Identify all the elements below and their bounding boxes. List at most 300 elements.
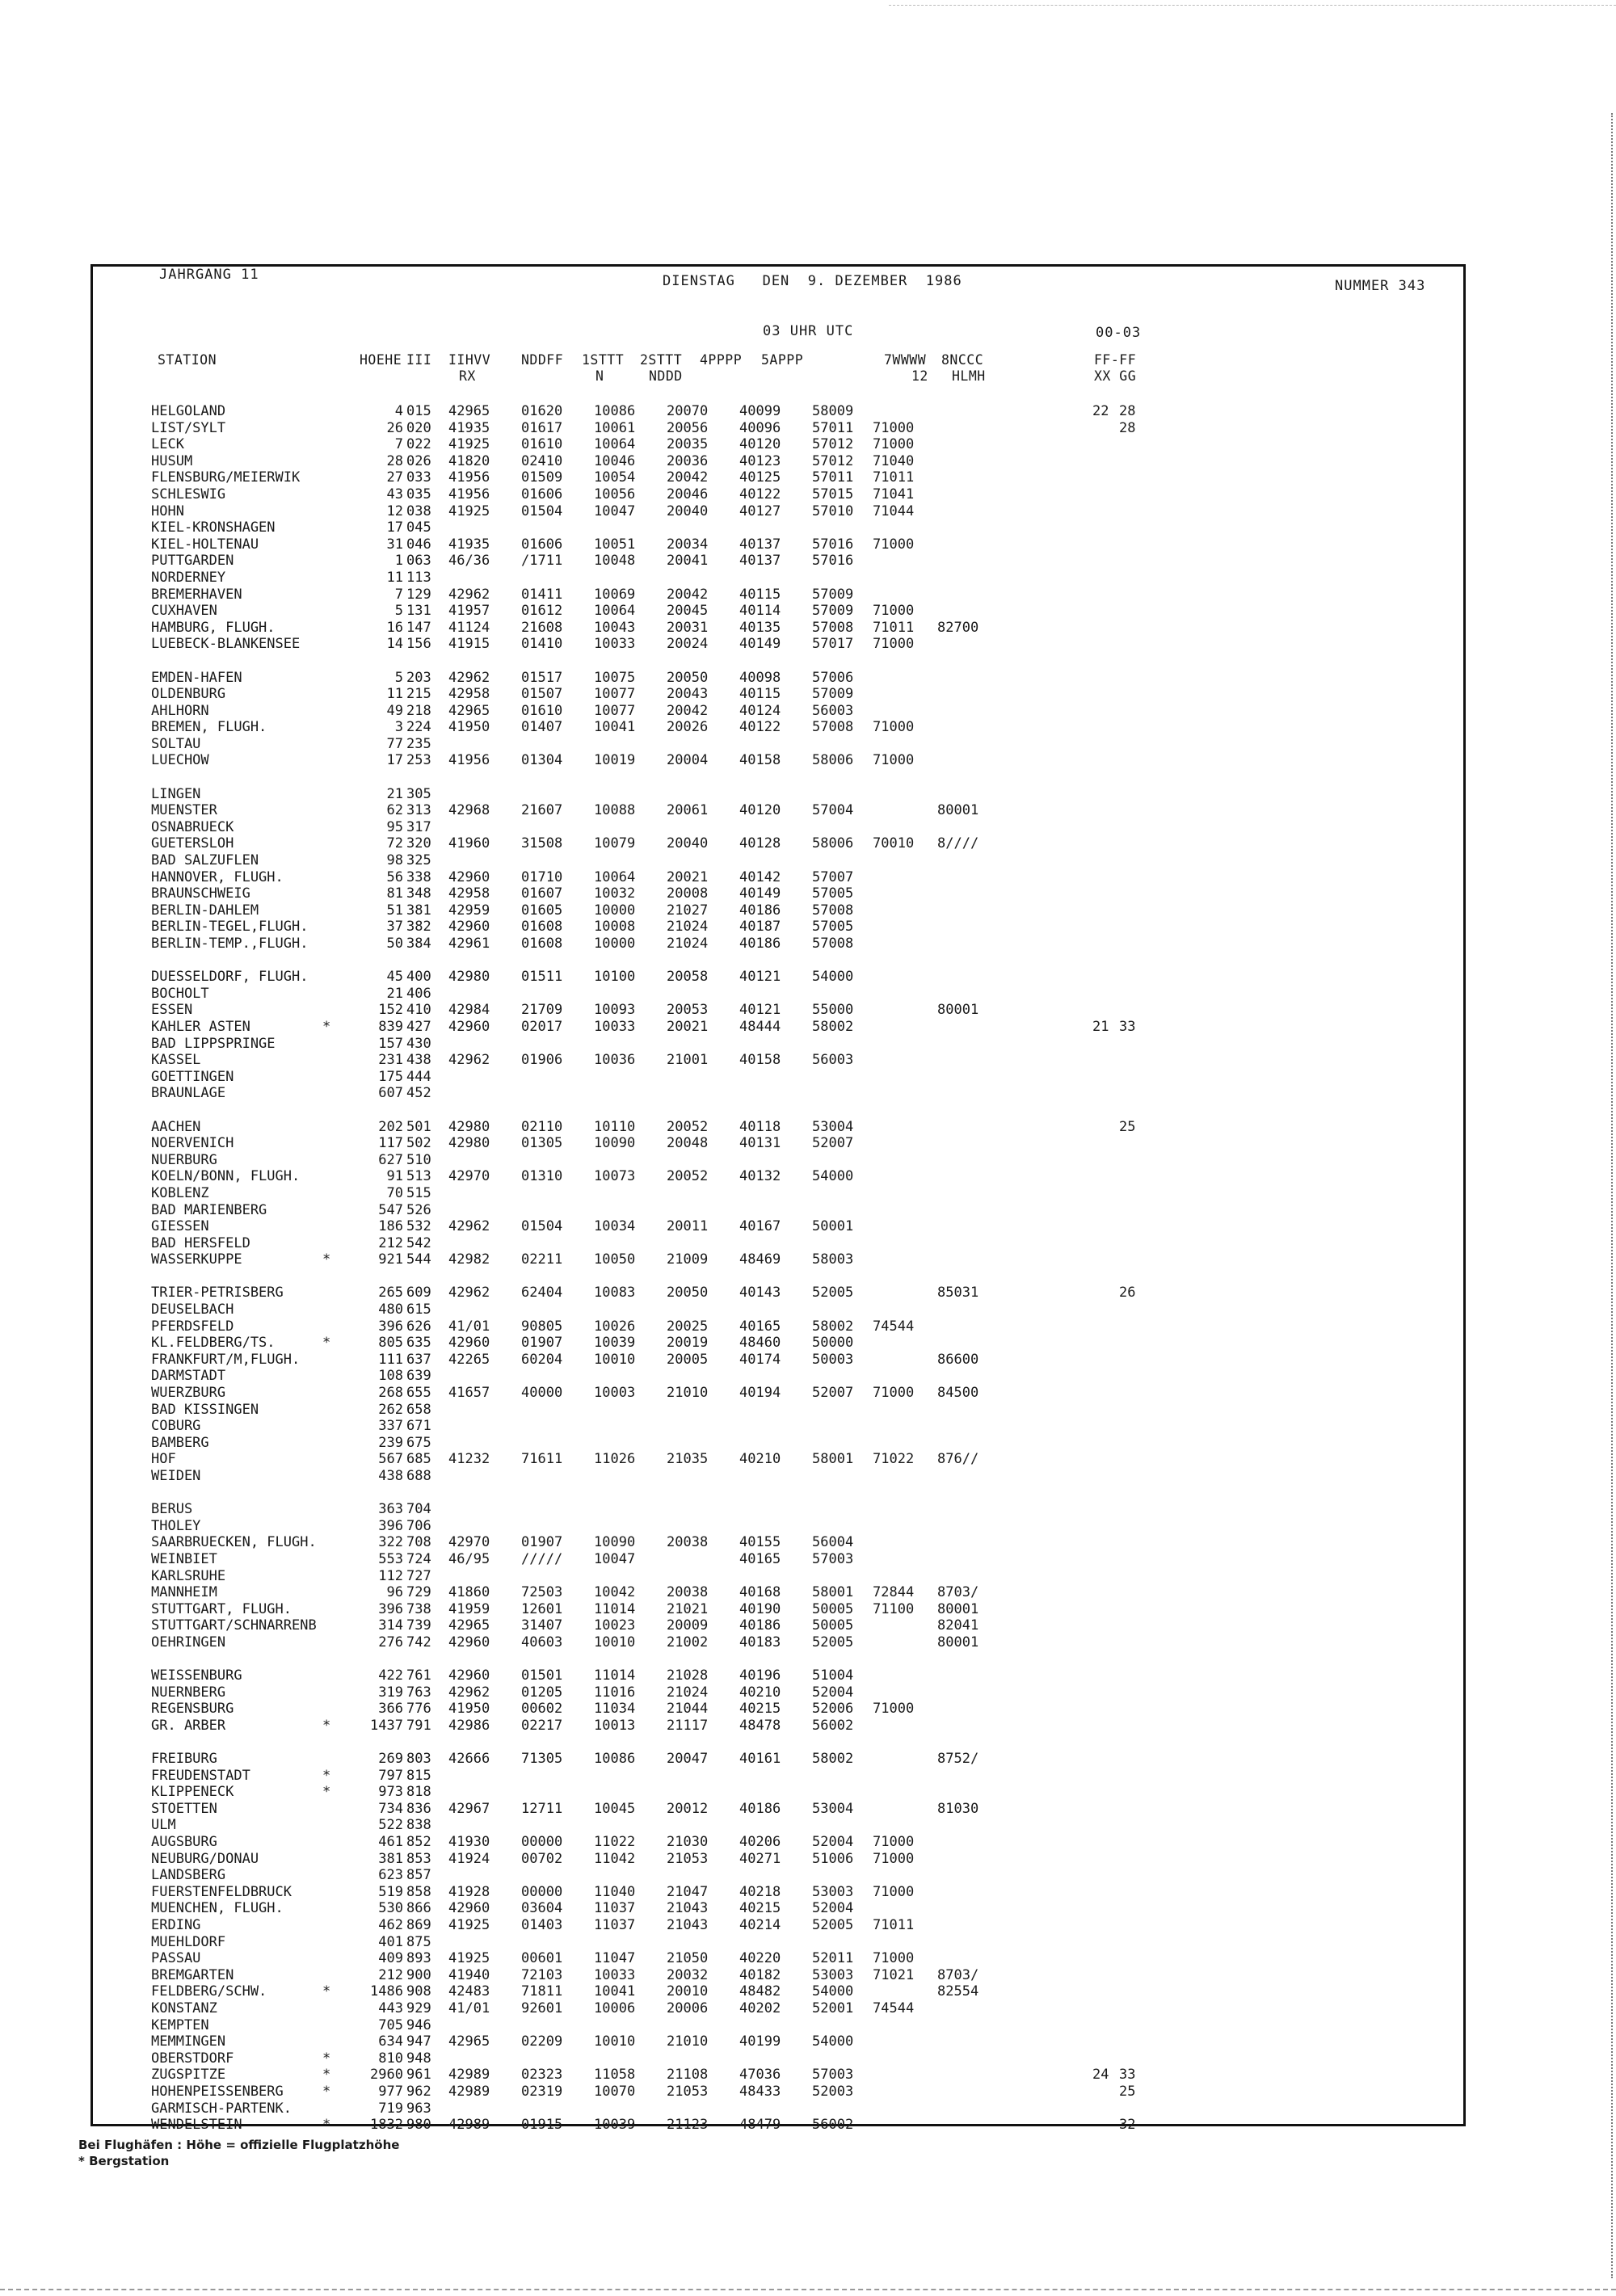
group-5appp: 57008 (812, 902, 854, 919)
station-name: REGENSBURG (151, 1701, 234, 1718)
station-name: BERLIN-TEMP.,FLUGH. (151, 936, 309, 952)
group-1sttt: 10026 (594, 1318, 636, 1335)
group-4pppp: 40137 (739, 536, 781, 553)
station-height: 705 (378, 2016, 403, 2033)
station-name: BAMBERG (151, 1434, 209, 1451)
station-name: ULM (151, 1817, 176, 1834)
group-8nccc: 80001 (937, 1634, 979, 1651)
station-height: 175 (378, 1068, 403, 1085)
group-iihvv: 41950 (448, 1701, 490, 1718)
group-5appp: 57008 (812, 936, 854, 952)
group-nddff: 01310 (521, 1168, 563, 1185)
group-4pppp: 40218 (739, 1883, 781, 1900)
group-1sttt: 10013 (594, 1717, 636, 1734)
group-7wwww: 74544 (873, 1318, 915, 1335)
group-iihvv: 42965 (448, 403, 490, 419)
group-2sttt: 20041 (667, 553, 709, 570)
group-iihvv: 42960 (448, 1900, 490, 1917)
group-nddff: 01915 (521, 2117, 563, 2134)
col-rx: RX (459, 368, 476, 384)
station-index: 438 (406, 1052, 431, 1069)
station-height: 231 (378, 1052, 403, 1069)
group-nddff: 03604 (521, 1900, 563, 1917)
group-5appp: 50005 (812, 1600, 854, 1617)
station-index: 742 (406, 1634, 431, 1651)
group-2sttt: 21024 (667, 936, 709, 952)
col-n: N (595, 368, 604, 384)
station-index: 626 (406, 1318, 431, 1335)
group-4pppp: 40190 (739, 1600, 781, 1617)
group-8nccc: 85031 (937, 1285, 979, 1301)
group-5appp: 57005 (812, 919, 854, 936)
group-iihvv: 42960 (448, 1018, 490, 1035)
group-4pppp: 48479 (739, 2117, 781, 2134)
group-5appp: 58003 (812, 1251, 854, 1268)
col-1sttt: 1STTT (582, 352, 625, 368)
station-index: 305 (406, 785, 431, 802)
station-index: 400 (406, 969, 431, 986)
group-iihvv: 41925 (448, 503, 490, 519)
group-4pppp: 40210 (739, 1684, 781, 1701)
group-2sttt: 20004 (667, 752, 709, 769)
group-8nccc: 82700 (937, 619, 979, 636)
mountain-station-marker: * (322, 2067, 331, 2084)
col-iii: III (406, 352, 432, 368)
station-index: 727 (406, 1567, 431, 1584)
group-iihvv: 42967 (448, 1800, 490, 1817)
station-height: 797 (378, 1767, 403, 1784)
group-nddff: 00000 (521, 1883, 563, 1900)
station-height: 11 (386, 686, 403, 703)
group-iihvv: 41935 (448, 419, 490, 436)
group-5appp: 53004 (812, 1118, 854, 1135)
station-height: 49 (386, 702, 403, 719)
station-index: 857 (406, 1867, 431, 1884)
station-height: 91 (386, 1168, 403, 1185)
group-5appp: 51004 (812, 1667, 854, 1684)
station-height: 634 (378, 2033, 403, 2050)
station-height: 7 (394, 436, 403, 453)
group-1sttt: 10045 (594, 1800, 636, 1817)
group-4pppp: 40143 (739, 1285, 781, 1301)
group-1sttt: 10093 (594, 1002, 636, 1019)
group-iihvv: 42965 (448, 2033, 490, 2050)
group-iihvv: 46/95 (448, 1550, 490, 1567)
station-index: 348 (406, 885, 431, 902)
group-2sttt: 20010 (667, 1983, 709, 2000)
group-ff-gg: 33 (1119, 1018, 1136, 1035)
station-name: BERLIN-DAHLEM (151, 902, 259, 919)
group-iihvv: 41232 (448, 1451, 490, 1468)
station-name: COBURG (151, 1418, 201, 1435)
col-station: STATION (158, 352, 217, 368)
station-index: 853 (406, 1850, 431, 1867)
station-height: 839 (378, 1018, 403, 1035)
group-5appp: 58006 (812, 835, 854, 852)
station-height: 16 (386, 619, 403, 636)
station-index: 313 (406, 802, 431, 819)
group-2sttt: 21108 (667, 2067, 709, 2084)
group-4pppp: 40115 (739, 686, 781, 703)
group-nddff: 01411 (521, 586, 563, 603)
group-nddff: 01509 (521, 469, 563, 486)
station-height: 553 (378, 1550, 403, 1567)
group-2sttt: 20006 (667, 2000, 709, 2016)
group-1sttt: 11040 (594, 1883, 636, 1900)
station-name: ZUGSPITZE (151, 2067, 226, 2084)
group-2sttt: 20056 (667, 419, 709, 436)
station-index: 615 (406, 1301, 431, 1318)
group-5appp: 57009 (812, 603, 854, 620)
group-5appp: 56003 (812, 702, 854, 719)
group-2sttt: 20070 (667, 403, 709, 419)
station-index: 962 (406, 2083, 431, 2100)
station-height: 28 (386, 452, 403, 469)
station-name: PASSAU (151, 1950, 201, 1967)
group-1sttt: 10056 (594, 486, 636, 503)
group-1sttt: 10069 (594, 586, 636, 603)
station-index: 015 (406, 403, 431, 419)
group-iihvv: 41957 (448, 603, 490, 620)
station-name: KASSEL (151, 1052, 201, 1069)
col-hlmh: HLMH (952, 368, 986, 384)
group-2sttt: 21050 (667, 1950, 709, 1967)
group-5appp: 50000 (812, 1335, 854, 1352)
station-name: THOLEY (151, 1517, 201, 1534)
group-iihvv: 42959 (448, 902, 490, 919)
group-2sttt: 20042 (667, 702, 709, 719)
observation-time: 03 UHR UTC (763, 323, 854, 339)
group-4pppp: 48460 (739, 1335, 781, 1352)
group-5appp: 55000 (812, 1002, 854, 1019)
group-1sttt: 10036 (594, 1052, 636, 1069)
group-nddff: 01907 (521, 1534, 563, 1551)
group-nddff: 01507 (521, 686, 563, 703)
group-nddff: 01410 (521, 636, 563, 653)
station-name: WEISSENBURG (151, 1667, 242, 1684)
group-iihvv: 42982 (448, 1251, 490, 1268)
group-4pppp: 40186 (739, 936, 781, 952)
group-4pppp: 40122 (739, 719, 781, 736)
group-iihvv: 42989 (448, 2067, 490, 2084)
group-7wwww: 71000 (873, 719, 915, 736)
group-nddff: 31407 (521, 1617, 563, 1634)
station-name: CUXHAVEN (151, 603, 217, 620)
station-height: 462 (378, 1917, 403, 1934)
group-4pppp: 40137 (739, 553, 781, 570)
group-7wwww: 71040 (873, 452, 915, 469)
group-5appp: 57004 (812, 802, 854, 819)
group-ff-gg: 26 (1119, 1285, 1136, 1301)
group-nddff: 02319 (521, 2083, 563, 2100)
group-4pppp: 40122 (739, 486, 781, 503)
station-height: 51 (386, 902, 403, 919)
station-index: 046 (406, 536, 431, 553)
station-height: 11 (386, 569, 403, 586)
station-height: 98 (386, 852, 403, 869)
station-index: 763 (406, 1684, 431, 1701)
group-4pppp: 40165 (739, 1318, 781, 1335)
station-index: 515 (406, 1184, 431, 1201)
col-2sttt: 2STTT (640, 352, 683, 368)
group-2sttt: 20008 (667, 885, 709, 902)
group-nddff: 01610 (521, 436, 563, 453)
group-7wwww: 71011 (873, 469, 915, 486)
station-index: 033 (406, 469, 431, 486)
station-index: 317 (406, 818, 431, 835)
group-1sttt: 10010 (594, 1634, 636, 1651)
group-4pppp: 40194 (739, 1385, 781, 1402)
group-2sttt: 20052 (667, 1168, 709, 1185)
group-nddff: 00601 (521, 1950, 563, 1967)
mountain-station-marker: * (322, 1717, 331, 1734)
group-4pppp: 48482 (739, 1983, 781, 2000)
group-nddff: 71811 (521, 1983, 563, 2000)
group-4pppp: 40199 (739, 2033, 781, 2050)
group-1sttt: 10006 (594, 2000, 636, 2016)
group-4pppp: 40120 (739, 802, 781, 819)
station-index: 739 (406, 1617, 431, 1634)
group-4pppp: 40118 (739, 1118, 781, 1135)
group-iihvv: 42980 (448, 1135, 490, 1152)
group-iihvv: 42965 (448, 702, 490, 719)
group-nddff: 21607 (521, 802, 563, 819)
station-index: 235 (406, 735, 431, 752)
group-nddff: 92601 (521, 2000, 563, 2016)
group-nddff: 02410 (521, 452, 563, 469)
group-nddff: 01610 (521, 702, 563, 719)
group-iihvv: 42958 (448, 885, 490, 902)
station-index: 704 (406, 1501, 431, 1518)
group-5appp: 58002 (812, 1318, 854, 1335)
group-8nccc: 80001 (937, 1002, 979, 1019)
group-1sttt: 10000 (594, 936, 636, 952)
station-index: 513 (406, 1168, 431, 1185)
group-ff-gg: 25 (1119, 2083, 1136, 2100)
group-4pppp: 40125 (739, 469, 781, 486)
group-4pppp: 40174 (739, 1351, 781, 1368)
station-height: 108 (378, 1368, 403, 1385)
station-height: 27 (386, 469, 403, 486)
group-1sttt: 10077 (594, 702, 636, 719)
station-height: 1437 (370, 1717, 403, 1734)
station-height: 43 (386, 486, 403, 503)
station-height: 21 (386, 985, 403, 1002)
group-2sttt: 21010 (667, 2033, 709, 2050)
station-index: 045 (406, 519, 431, 536)
station-index: 729 (406, 1584, 431, 1601)
station-index: 655 (406, 1385, 431, 1402)
group-iihvv: 41820 (448, 452, 490, 469)
station-index: 929 (406, 2000, 431, 2016)
group-1sttt: 10041 (594, 719, 636, 736)
station-height: 719 (378, 2100, 403, 2117)
station-index: 147 (406, 619, 431, 636)
station-name: GUETERSLOH (151, 835, 234, 852)
group-1sttt: 10090 (594, 1534, 636, 1551)
station-index: 637 (406, 1351, 431, 1368)
station-index: 020 (406, 419, 431, 436)
group-4pppp: 40161 (739, 1751, 781, 1768)
group-5appp: 52005 (812, 1285, 854, 1301)
station-index: 026 (406, 452, 431, 469)
group-4pppp: 40183 (739, 1634, 781, 1651)
group-5appp: 52005 (812, 1917, 854, 1934)
station-index: 858 (406, 1883, 431, 1900)
station-index: 635 (406, 1335, 431, 1352)
station-name: BREMGARTEN (151, 1966, 234, 1983)
group-iihvv: 41925 (448, 436, 490, 453)
group-iihvv: 42962 (448, 1218, 490, 1235)
group-4pppp: 40215 (739, 1900, 781, 1917)
group-1sttt: 10088 (594, 802, 636, 819)
group-8nccc: 8752/ (937, 1751, 979, 1768)
station-height: 461 (378, 1834, 403, 1851)
group-nddff: 62404 (521, 1285, 563, 1301)
station-index: 776 (406, 1701, 431, 1718)
station-index: 038 (406, 503, 431, 519)
station-index: 113 (406, 569, 431, 586)
station-index: 253 (406, 752, 431, 769)
station-height: 396 (378, 1600, 403, 1617)
group-2sttt: 21030 (667, 1834, 709, 1851)
group-2sttt: 21027 (667, 902, 709, 919)
station-name: FUERSTENFELDBRUCK (151, 1883, 292, 1900)
group-1sttt: 10039 (594, 2117, 636, 2134)
group-1sttt: 10110 (594, 1118, 636, 1135)
station-name: LECK (151, 436, 184, 453)
top-dash-rule (889, 5, 1616, 6)
station-index: 838 (406, 1817, 431, 1834)
group-iihvv: 42986 (448, 1717, 490, 1734)
station-index: 708 (406, 1534, 431, 1551)
group-1sttt: 10033 (594, 636, 636, 653)
group-4pppp: 40202 (739, 2000, 781, 2016)
group-5appp: 52007 (812, 1135, 854, 1152)
group-iihvv: 41940 (448, 1966, 490, 1983)
group-1sttt: 11022 (594, 1834, 636, 1851)
station-index: 875 (406, 1933, 431, 1950)
group-2sttt: 20012 (667, 1800, 709, 1817)
station-height: 31 (386, 536, 403, 553)
group-nddff: 01612 (521, 603, 563, 620)
group-2sttt: 20034 (667, 536, 709, 553)
group-1sttt: 10064 (594, 436, 636, 453)
group-1sttt: 10083 (594, 1285, 636, 1301)
group-4pppp: 40271 (739, 1850, 781, 1867)
group-2sttt: 20048 (667, 1135, 709, 1152)
station-height: 5 (394, 669, 403, 686)
station-index: 724 (406, 1550, 431, 1567)
station-index: 900 (406, 1966, 431, 1983)
group-iihvv: 41924 (448, 1850, 490, 1867)
station-name: KLIPPENECK (151, 1784, 234, 1801)
station-index: 203 (406, 669, 431, 686)
group-4pppp: 40206 (739, 1834, 781, 1851)
group-5appp: 52011 (812, 1950, 854, 1967)
col-4pppp: 4PPPP (700, 352, 743, 368)
group-8nccc: 81030 (937, 1800, 979, 1817)
station-height: 81 (386, 885, 403, 902)
station-index: 658 (406, 1401, 431, 1418)
station-index: 818 (406, 1784, 431, 1801)
station-index: 502 (406, 1135, 431, 1152)
group-5appp: 57003 (812, 1550, 854, 1567)
group-iihvv: 42962 (448, 1684, 490, 1701)
group-2sttt: 20009 (667, 1617, 709, 1634)
station-name: KARLSRUHE (151, 1567, 226, 1584)
group-4pppp: 40167 (739, 1218, 781, 1235)
station-name: BAD MARIENBERG (151, 1201, 267, 1218)
group-2sttt: 21043 (667, 1917, 709, 1934)
station-height: 547 (378, 1201, 403, 1218)
station-name: LIST/SYLT (151, 419, 226, 436)
group-5appp: 57015 (812, 486, 854, 503)
group-nddff: 02323 (521, 2067, 563, 2084)
station-index: 501 (406, 1118, 431, 1135)
group-1sttt: 10047 (594, 1550, 636, 1567)
station-index: 325 (406, 852, 431, 869)
group-nddff: ///// (521, 1550, 563, 1567)
col-hoehe: HOEHE (360, 352, 402, 368)
station-height: 56 (386, 868, 403, 885)
group-8nccc: 80001 (937, 1600, 979, 1617)
group-iihvv: 42965 (448, 1617, 490, 1634)
station-index: 410 (406, 1002, 431, 1019)
station-index: 452 (406, 1085, 431, 1102)
station-height: 117 (378, 1135, 403, 1152)
group-1sttt: 10019 (594, 752, 636, 769)
station-name: PUTTGARDEN (151, 553, 234, 570)
group-7wwww: 71000 (873, 419, 915, 436)
group-nddff: 01504 (521, 503, 563, 519)
group-7wwww: 71000 (873, 1850, 915, 1867)
group-iihvv: 42970 (448, 1168, 490, 1185)
group-7wwww: 71100 (873, 1600, 915, 1617)
station-height: 95 (386, 818, 403, 835)
group-1sttt: 10070 (594, 2083, 636, 2100)
group-5appp: 52004 (812, 1900, 854, 1917)
group-1sttt: 10010 (594, 2033, 636, 2050)
mountain-station-marker: * (322, 1251, 331, 1268)
station-index: 961 (406, 2067, 431, 2084)
group-2sttt: 21043 (667, 1900, 709, 1917)
station-index: 803 (406, 1751, 431, 1768)
group-5appp: 51006 (812, 1850, 854, 1867)
group-1sttt: 10034 (594, 1218, 636, 1235)
station-index: 063 (406, 553, 431, 570)
station-name: NUERNBERG (151, 1684, 226, 1701)
group-2sttt: 20042 (667, 469, 709, 486)
station-index: 893 (406, 1950, 431, 1967)
group-4pppp: 47036 (739, 2067, 781, 2084)
station-name: AACHEN (151, 1118, 201, 1135)
station-height: 422 (378, 1667, 403, 1684)
group-5appp: 56002 (812, 1717, 854, 1734)
group-8nccc: 876// (937, 1451, 979, 1468)
footnote-airport-height: Bei Flughäfen : Höhe = offizielle Flugplatzhöhe (78, 2138, 400, 2152)
group-5appp: 57009 (812, 586, 854, 603)
group-5appp: 57011 (812, 469, 854, 486)
group-8nccc: 8703/ (937, 1966, 979, 1983)
station-height: 1486 (370, 1983, 403, 2000)
station-name: BERLIN-TEGEL,FLUGH. (151, 919, 309, 936)
group-7wwww: 71000 (873, 603, 915, 620)
group-iihvv: 41956 (448, 752, 490, 769)
station-height: 1 (394, 553, 403, 570)
station-name: FREUDENSTADT (151, 1767, 250, 1784)
group-iihvv: 42960 (448, 868, 490, 885)
